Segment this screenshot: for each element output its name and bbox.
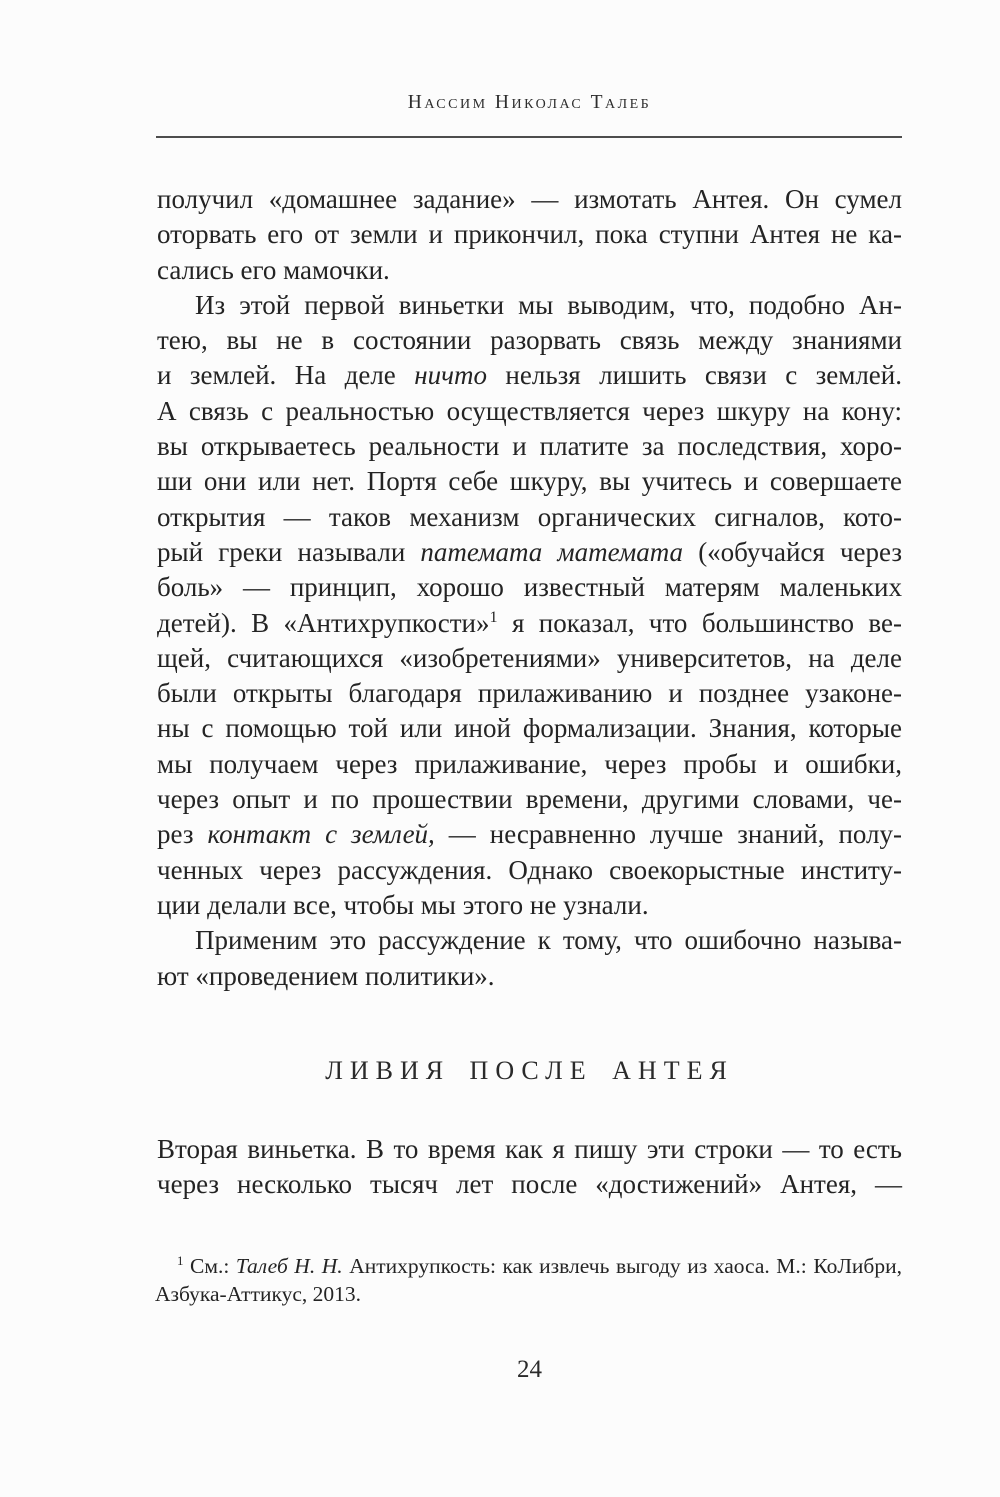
text-line [157,535,902,570]
text-line [157,570,902,605]
text-segment: через несколько тысяч лет после «достижений» Антея, — [157,1169,902,1200]
text-segment: («обучайся через [683,536,902,567]
section-heading: ЛИВИЯ ПОСЛЕ АНТЕЯ [325,1056,734,1085]
text-segment: нельзя лишить связи с землей. [487,360,902,391]
text-line [157,358,902,393]
text-segment: — несравненно лучше знаний, полу- [434,819,902,850]
text-line [155,1252,902,1280]
text-line [157,182,902,217]
text-segment: оторвать его от земли и прикончил, пока ступни Антея не ка- [157,219,902,250]
text-segment: ны с помощью той или иной формализации. Знания, которые [157,713,902,744]
italic-segment: патемата математа [420,536,684,567]
text-segment: получил «домашнее задание» — измотать Антея. Он сумел [157,184,902,214]
text-line [157,853,902,888]
text-segment: открытия — таков механизм органических сигналов, кото- [157,501,902,532]
text-segment: вы открываетесь реальности и платите за последствия, хоро- [157,431,902,462]
text-segment: ции делали все, чтобы мы этого не узнали. [157,889,649,920]
text-segment: были открыты благодаря прилаживанию и позднее узаконе- [157,678,902,709]
text-segment: мы получаем через прилаживание, через пробы и ошибки, [157,748,902,779]
text-line [157,782,902,817]
text-line [157,1132,902,1167]
text-segment: Из этой первой виньетки мы выводим, что, подобно Ан- [195,289,902,320]
text-line [157,747,902,782]
text-line [157,464,902,499]
text-line [157,323,902,358]
text-line [157,217,902,252]
header-rule [156,136,902,138]
text-segment: А связь с реальностью осуществляется через шкуру на кону: [157,395,902,426]
text-line [157,606,902,641]
text-segment: Азбука-Аттикус, 2013. [155,1282,362,1306]
footnote-marker: 1 [489,607,498,626]
text-line [157,1167,902,1202]
text-segment: я показал, что большинство ве- [497,607,902,638]
text-line [157,711,902,746]
text-segment: тею, вы не в состоянии разорвать связь между знаниями [157,325,902,356]
text-segment: Применим это рассуждение к тому, что ошибочно называ- [195,925,902,956]
text-line [157,888,902,923]
text-segment: См.: [183,1254,236,1278]
text-segment: щей, считающихся «изобретениями» университетов, на деле [157,642,902,673]
text-line [157,641,902,676]
text-segment: ют «проведением политики». [157,960,495,991]
text-line [157,253,902,288]
page-number: 24 [517,1356,542,1383]
text-segment: ши они или нет. Портя себе шкуру, вы учитесь и совершаете [157,466,902,497]
text-segment: Вторая виньетка. В то время как я пишу эти строки — то есть [157,1134,902,1164]
text-line [157,676,902,711]
footnote-marker: 1 [177,1253,184,1268]
text-segment: Антихрупкость: как извлечь выгоду из хаоса. М.: КоЛибри, [342,1254,902,1278]
text-line [157,288,902,323]
section-body-text [157,1132,902,1203]
text-segment: ченных через рассуждения. Однако своекорыстные институ- [157,854,902,885]
italic-segment: контакт с землей, [207,819,435,850]
text-segment: боль» — принцип, хорошо известный матерям маленьких [157,572,902,603]
text-line [157,394,902,429]
italic-segment: ничто [414,360,487,391]
text-line [157,500,902,535]
text-segment: сались его мамочки. [157,254,390,285]
text-line [155,1280,902,1308]
text-segment: рез [157,819,208,850]
text-line [157,959,902,994]
text-segment: через опыт и по прошествии времени, другими словами, че- [157,784,902,815]
body-text [157,182,902,994]
text-segment: детей). В «Антихрупкости» [157,607,490,638]
running-head: Нассим Николас Талеб [407,92,652,113]
italic-segment: Талеб Н. Н. [235,1254,343,1278]
text-line [157,429,902,464]
text-line [157,817,902,852]
text-segment: и землей. На деле [157,360,415,391]
footnote [155,1252,902,1308]
text-line [157,923,902,958]
text-segment: рый греки называли [157,536,421,567]
